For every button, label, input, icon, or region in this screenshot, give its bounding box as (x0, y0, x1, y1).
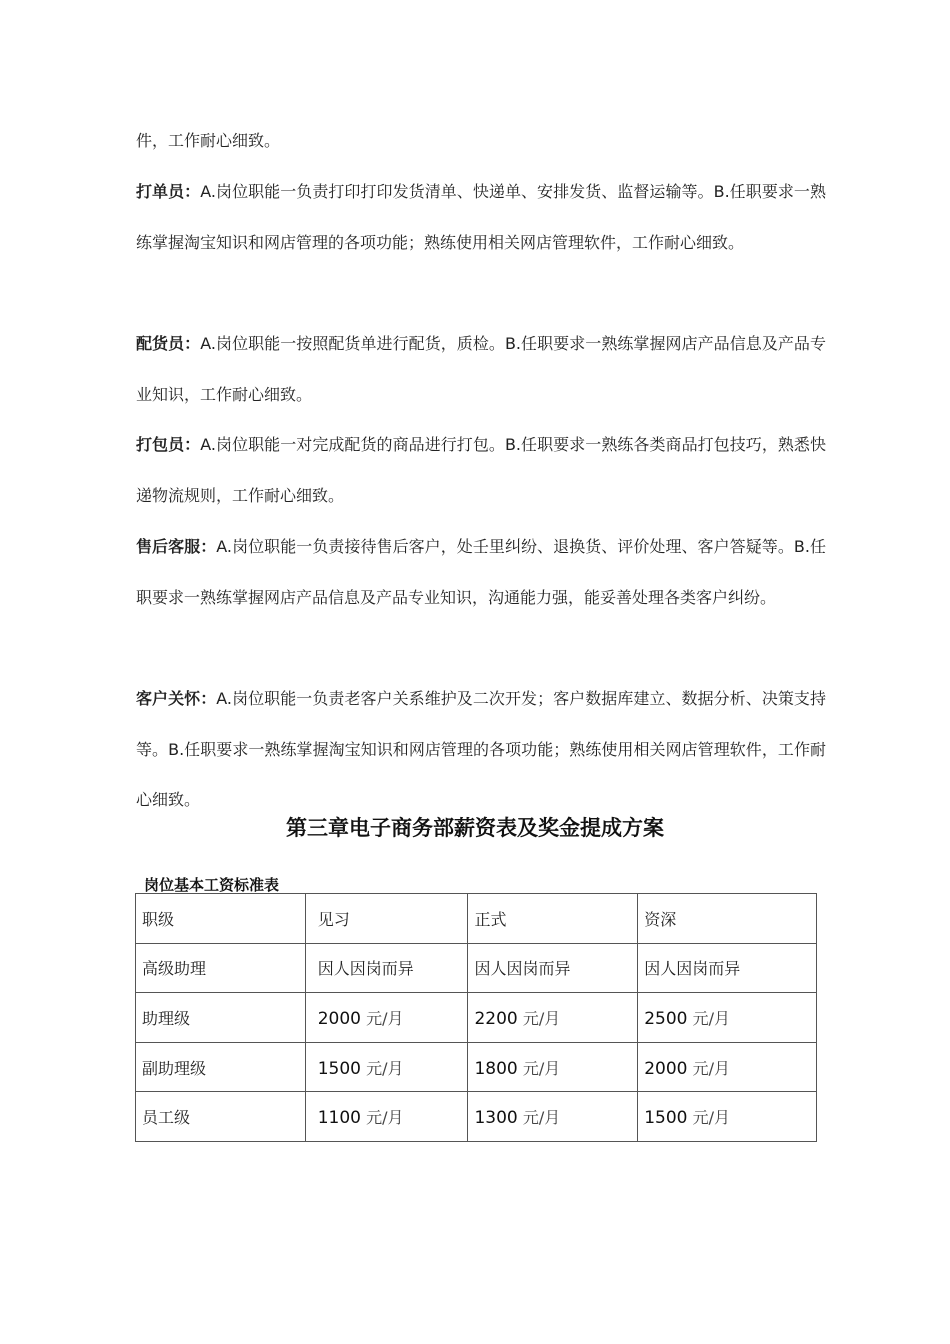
level-cell: 员工级 (136, 1092, 306, 1142)
role-description-kehu-guanhuai (136, 674, 826, 826)
role-title: 配货员： (136, 334, 201, 353)
intro-fragment: 件，工作耐心细致。 (136, 131, 281, 150)
salary-cell: 因人因岗而异 (638, 943, 817, 993)
table-row (136, 1092, 817, 1142)
salary-amount: 2000 (644, 1058, 688, 1079)
salary-cell (468, 1042, 638, 1092)
chapter-title: 第三章电子商务部薪资表及奖金提成方案 (286, 816, 664, 840)
salary-cell (468, 993, 638, 1043)
role-text: A.岗位职能一按照配货单进行配货，质检。B.任职要求一熟练掌握网店产品信息及产品专业知识，工作耐心细致。 (136, 334, 826, 404)
salary-cell: 因人因岗而异 (468, 943, 638, 993)
salary-unit: 元/月 (366, 1108, 404, 1128)
salary-cell: 因人因岗而异 (305, 943, 468, 993)
salary-amount: 1300 (474, 1108, 518, 1129)
table-caption: 岗位基本工资标准表 (144, 876, 280, 894)
table-row (136, 943, 817, 993)
level-cell: 高级助理 (136, 943, 306, 993)
role-title: 打单员： (136, 182, 201, 201)
salary-amount: 2500 (644, 1008, 688, 1029)
salary-unit: 元/月 (366, 1008, 404, 1028)
role-description-shouhou-kefu (136, 522, 826, 623)
header-cell: 见习 (305, 894, 468, 944)
role-text: A.岗位职能一负责接待售后客户，处壬里纠纷、退换货、评价处理、客户答疑等。B.任职要求一熟练掌握网店产品信息及产品专业知识，沟通能力强，能妥善处理各类客户纠纷。 (136, 537, 826, 607)
role-description-dadanyuan (136, 167, 826, 268)
header-cell: 资深 (638, 894, 817, 944)
role-title: 打包员： (136, 435, 201, 454)
salary-unit: 元/月 (522, 1058, 561, 1078)
salary-amount: 1500 (317, 1058, 361, 1079)
table-header-row (136, 894, 817, 944)
level-cell: 副助理级 (136, 1042, 306, 1092)
salary-amount: 1500 (644, 1108, 688, 1129)
salary-amount: 2200 (474, 1008, 518, 1029)
salary-cell (638, 993, 817, 1043)
salary-unit: 元/月 (692, 1058, 730, 1078)
salary-unit: 元/月 (366, 1058, 404, 1078)
salary-cell (305, 1092, 468, 1142)
salary-unit: 元/月 (692, 1008, 730, 1028)
salary-amount: 1100 (317, 1108, 361, 1129)
salary-cell (638, 1092, 817, 1142)
salary-table (135, 893, 817, 1142)
role-text: A.岗位职能一负责老客户关系维护及二次开发；客户数据库建立、数据分析、决策支持等。B.任职要求一熟练掌握淘宝知识和网店管理的各项功能；熟练使用相关网店管理软件，工作耐心细致。 (136, 689, 826, 810)
salary-unit: 元/月 (692, 1108, 730, 1128)
salary-cell (638, 1042, 817, 1092)
salary-cell (305, 1042, 468, 1092)
salary-amount: 2000 (317, 1008, 361, 1029)
role-title: 客户关怀： (136, 689, 217, 708)
role-description-dabaoyuan (136, 420, 826, 521)
role-text: A.岗位职能一对完成配货的商品进行打包。B.任职要求一熟练各类商品打包技巧，熟悉快递物流规则，工作耐心细致。 (136, 435, 826, 505)
level-cell: 助理级 (136, 993, 306, 1043)
salary-unit: 元/月 (522, 1108, 561, 1128)
salary-cell (468, 1092, 638, 1142)
header-cell: 正式 (468, 894, 638, 944)
role-text: A.岗位职能一负责打印打印发货清单、快递单、安排发货、监督运输等。B.任职要求一熟练掌握淘宝知识和网店管理的各项功能；熟练使用相关网店管理软件，工作耐心细致。 (136, 182, 826, 252)
role-title: 售后客服： (136, 537, 217, 556)
salary-cell (305, 993, 468, 1043)
salary-amount: 1800 (474, 1058, 518, 1079)
header-cell: 职级 (136, 894, 306, 944)
table-row (136, 1042, 817, 1092)
role-description-peihuoyuan (136, 319, 826, 420)
salary-unit: 元/月 (522, 1008, 561, 1028)
table-row (136, 993, 817, 1043)
